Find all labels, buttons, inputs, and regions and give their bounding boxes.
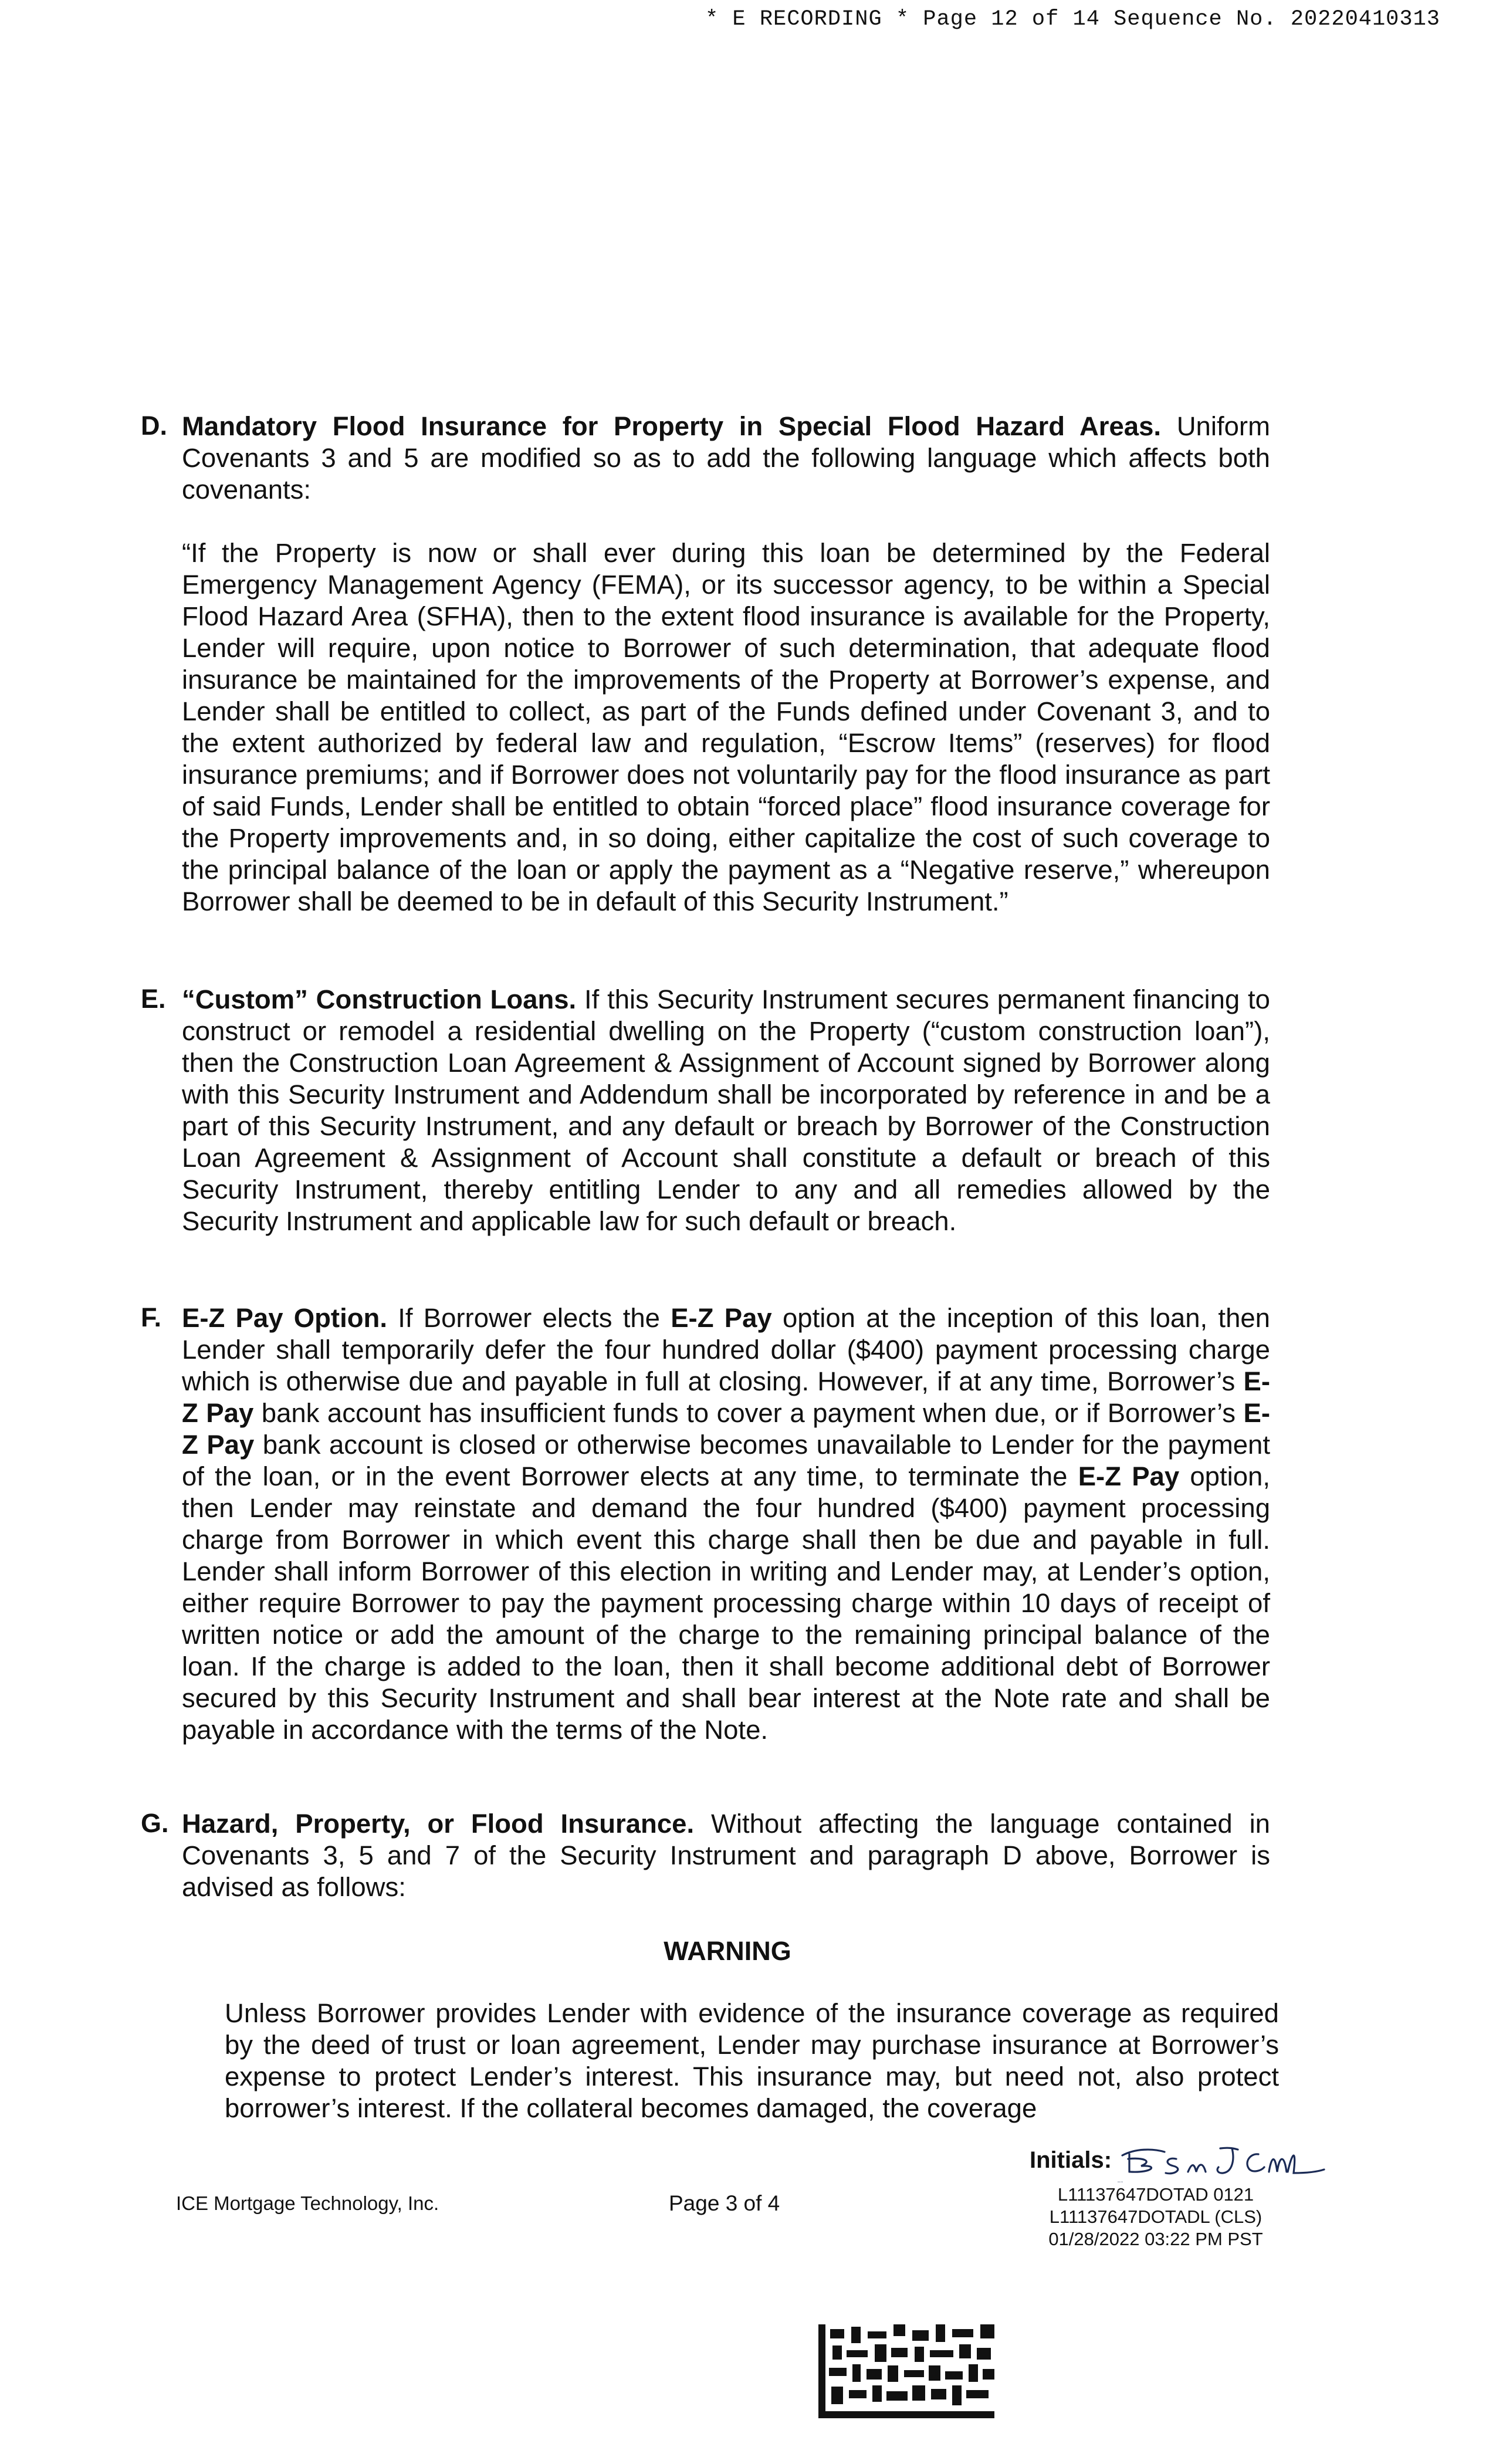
section-text: If this Security Instrument secures permanent financing to construct or remodel a residential dwelling on the Property (“custom construction loan”), then the Construction Loan Agreement & Assignment of Account signed by Borrower along with this Security Instrument and Addendum shall be incorporated by reference in and be a part of this Security Instrument, and any default or breach by Borrower of the Construction Loan Agreement & Assignment of Account shall constitute a default or breach of this Security Instrument, thereby entitling Lender to any and all remedies allowed by the Security Instrument and applicable law for such default or breach. [182, 984, 1270, 1236]
section-e-body [182, 984, 1270, 1237]
section-heading: E-Z Pay Option. [182, 1303, 387, 1333]
recording-stamp: * E RECORDING * Page 12 of 14 Sequence No. 20220410313 [705, 7, 1440, 32]
warning-text: Unless Borrower provides Lender with evidence of the insurance coverage as required by the deed of trust or loan agreement, Lender may purchase insurance at Borrower’s expense to protect Lender’s interest. This insurance may, but need not, also protect borrower’s interest. If the collateral becomes damaged, the coverage [225, 1998, 1279, 2123]
doc-code-1: L11137647DOTAD 0121 [1057, 2184, 1254, 2205]
section-label: F. [141, 1302, 162, 1332]
section-text: bank account is closed or otherwise becomes unavailable to Lender for the payment of the loan, or in the event Borrower elects at any time, to terminate the [182, 1430, 1270, 1491]
ez-pay-term: E-Z Pay [182, 1398, 1270, 1460]
warning-title: WARNING [664, 1936, 791, 1966]
section-e [141, 984, 1270, 1237]
section-f-body [182, 1302, 1270, 1746]
section-label: D. [141, 411, 167, 441]
section-g-body [182, 1808, 1270, 1903]
section-text: option at the inception of this loan, then Lender shall temporarily defer the four hundred dollar ($400) payment processing charge which is otherwise due and payable in full at closing. However, if at any time, Borrower’s [182, 1303, 1270, 1396]
section-g [141, 1808, 1270, 1903]
section-f [141, 1302, 1270, 1746]
section-heading: “Custom” Construction Loans. [182, 984, 577, 1014]
section-heading: Mandatory Flood Insurance for Property in Special Flood Hazard Areas. [182, 411, 1162, 441]
section-d-quote: “If the Property is now or shall ever during this loan be determined by the Federal Emergency Management Agency (FEMA), or its successor agency, to be within a Special Flood Hazard Area (SFHA), then to the extent flood insurance is available for the Property, Lender will require, upon notice to Borrower of such determination, that adequate flood insurance be maintained for the improvements of the Property at Borrower’s expense, and Lender shall be entitled to collect, as part of the Funds defined under Covenant 3, and to the extent authorized by federal law and regulation, “Escrow Items” (reserves) for flood insurance premiums; and if Borrower does not voluntarily pay for the flood insurance as part of said Funds, Lender shall be entitled to obtain “forced place” flood insurance coverage for the Property improvements and, in so doing, either capitalize the cost of such coverage to the principal balance of the loan or apply the payment as a “Negative reserve,” whereupon Borrower shall be deemed to be in default of this Security Instrument.” [182, 538, 1270, 916]
initials-label: Initials: [1030, 2147, 1112, 2173]
section-text: bank account has insufficient funds to cover a payment when due, or if Borrower’s [253, 1398, 1244, 1428]
section-d-intro [182, 411, 1270, 506]
section-label: E. [141, 984, 166, 1014]
section-text: option, then Lender may reinstate and demand the four hundred ($400) payment processing charge from Borrower in which event this charge shall then be due and payable in full. Lender shall inform Borrower of this election in writing and Lender may, at Lender’s option, either require Borrower to pay the payment processing charge within 10 days of receipt of written notice or add the amount of the charge to the remaining principal balance of the loan. If the charge is added to the loan, then it shall become additional debt of Borrower secured by this Security Instrument and shall bear interest at the Note rate and shall be payable in accordance with the terms of the Note. [182, 1461, 1270, 1745]
section-text: If Borrower elects the [398, 1303, 671, 1333]
doc-code-2: L11137647DOTADL (CLS) [1049, 2206, 1263, 2227]
doc-timestamp: 01/28/2022 03:22 PM PST [1048, 2229, 1263, 2249]
initials-signature [1118, 2131, 1329, 2184]
ez-pay-term: E-Z Pay [671, 1303, 772, 1333]
ez-pay-term: E-Z Pay [182, 1366, 1270, 1428]
page-number: Page 3 of 4 [669, 2191, 780, 2215]
section-heading: Hazard, Property, or Flood Insurance. [182, 1809, 695, 1839]
section-label: G. [141, 1808, 169, 1838]
ez-pay-term: E-Z Pay [1078, 1461, 1180, 1491]
section-text: Uniform Covenants 3 and 5 are modified so as to add the following language which affects both covenants: [182, 411, 1270, 505]
section-d [141, 411, 1270, 918]
company-name: ICE Mortgage Technology, Inc. [176, 2192, 439, 2214]
signature-text: BSM JCM [1118, 2182, 1123, 2183]
barcode-icon [818, 2324, 994, 2418]
section-text: Without affecting the language contained in Covenants 3, 5 and 7 of the Security Instrument and paragraph D above, Borrower is advised as follows: [182, 1809, 1270, 1902]
